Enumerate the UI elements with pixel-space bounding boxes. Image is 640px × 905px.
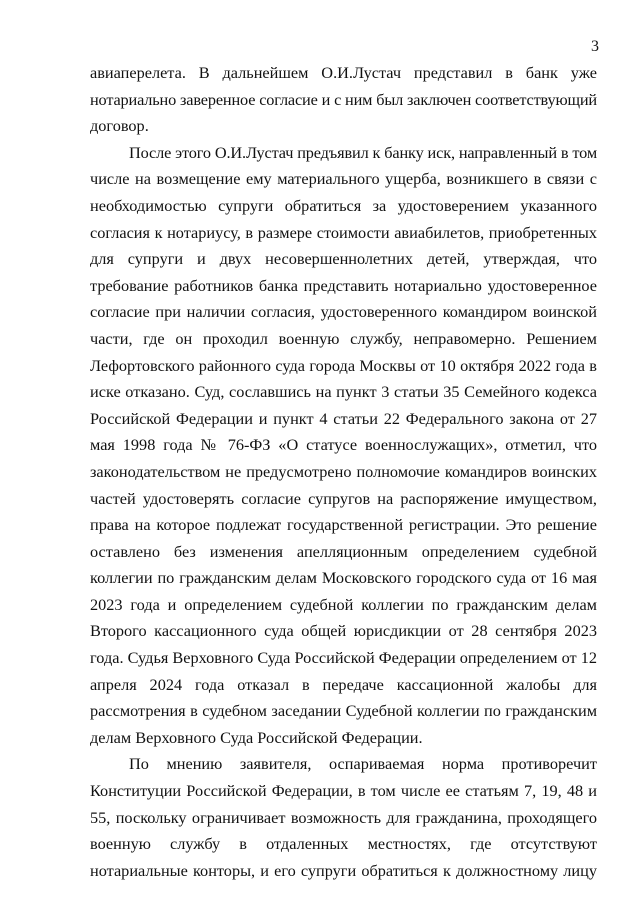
text-line: года. Судья Верховного Суда Российской Федерации определением от 12 (90, 648, 597, 668)
text-line: части, где он проходил военную службу, неправомерно. Решением (90, 328, 597, 348)
text-line: права на которое подлежат государственной регистрации. Это решение (90, 515, 597, 535)
text-line: договор. (90, 116, 149, 136)
text-line: согласие при наличии согласия, удостоверенного командиром воинской (90, 302, 597, 322)
text-line: оставлено без изменения апелляционным определением судебной (90, 541, 597, 561)
paragraph-3 (90, 751, 597, 884)
text-line: 55, поскольку ограничивает возможность для гражданина, проходящего (90, 807, 597, 827)
text-line: мая 1998 года № 76-ФЗ «О статусе военнослужащих», отметил, что (90, 435, 597, 455)
text-line: требование работников банка представить нотариально удостоверенное (90, 275, 597, 295)
text-line: После этого О.И.Лустач предъявил к банку иск, направленный в том (129, 142, 597, 162)
text-line: Лефортовского районного суда города Москвы от 10 октября 2022 года в (90, 355, 597, 375)
text-line: числе на возмещение ему материального ущерба, возникшего в связи с (90, 169, 597, 189)
text-line: делам Верховного Суда Российской Федерации. (90, 727, 423, 747)
text-line: иске отказано. Суд, сославшись на пункт 3 статьи 35 Семейного кодекса (90, 382, 597, 402)
document-body (90, 60, 597, 884)
text-line: необходимостью супруги обратиться за удостоверением указанного (90, 195, 597, 215)
text-line: апреля 2024 года отказал в передаче кассационной жалобы для (90, 674, 597, 694)
text-line: нотариальные конторы, и его супруги обратиться к должностному лицу (90, 860, 597, 880)
text-line: авиаперелета. В дальнейшем О.И.Лустач представил в банк уже (90, 63, 597, 82)
text-line: Второго кассационного суда общей юрисдикции от 28 сентября 2023 (90, 621, 597, 641)
text-line: для супруги и двух несовершеннолетних детей, утверждая, что (90, 249, 597, 269)
text-line: рассмотрения в судебном заседании Судебной коллегии по гражданским (90, 701, 597, 721)
paragraph-1 (90, 60, 597, 140)
text-line: Конституции Российской Федерации, в том числе ее статьям 7, 19, 48 и (90, 781, 597, 801)
page-number: 3 (591, 38, 599, 55)
text-line: Российской Федерации и пункт 4 статьи 22 Федерального закона от 27 (90, 408, 597, 428)
text-line: нотариально заверенное согласие и с ним был заключен соответствующий (90, 89, 597, 109)
text-line: согласия к нотариусу, в размере стоимости авиабилетов, приобретенных (90, 222, 597, 242)
text-line: По мнению заявителя, оспариваемая норма противоречит (129, 754, 597, 774)
text-line: 2023 года и определением судебной коллегии по гражданским делам (90, 594, 597, 614)
text-line: законодательством не предусмотрено полномочие командиров воинских (90, 461, 597, 481)
text-line: коллегии по гражданским делам Московского городского суда от 16 мая (90, 568, 597, 588)
paragraph-2 (90, 140, 597, 752)
text-line: частей удостоверять согласие супругов на распоряжение имуществом, (90, 488, 597, 508)
text-line: военную службу в отдаленных местностях, где отсутствуют (90, 834, 597, 854)
